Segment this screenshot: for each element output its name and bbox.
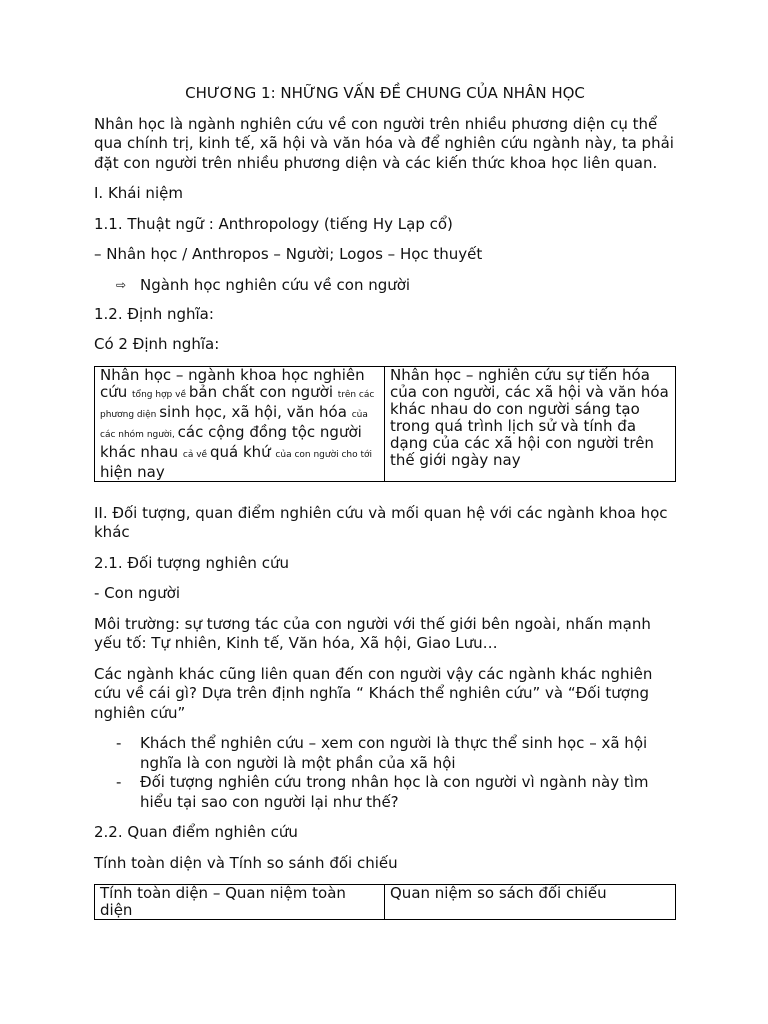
section-2-heading: II. Đối tượng, quan điểm nghiên cứu và mối quan hệ với các ngành khoa học khác [94,503,668,541]
definition-small-fragment: tổng hợp về [132,389,189,400]
table-row [95,366,676,481]
viewpoint-right-cell: Quan niệm so sách đối chiếu [385,885,676,920]
question-paragraph: Các ngành khác cũng liên quan đến con người vậy các ngành khác nghiên cứu về cái gì? Dựa trên định nghĩa “ Khách thể nghiên cứu” và “Đối tượng nghiên cứu” [94,664,653,722]
definition-small-fragment: của các nhóm người, [100,409,368,440]
table-row [95,885,676,920]
list-item [94,773,676,812]
section-2-2-heading: 2.2. Quan điểm nghiên cứu [94,823,298,841]
arrow-item-text: Ngành học nghiên cứu về con người [140,275,411,294]
list-item-text: Khách thể nghiên cứu – xem con người là thực thể sinh học – xã hội nghĩa là con người là một phần của xã hội [140,734,648,772]
subject-line: - Con người [94,584,180,602]
definition-count: Có 2 Định nghĩa: [94,335,220,353]
term-line: – Nhân học / Anthropos – Người; Logos – Học thuyết [94,245,483,263]
definition-fragment: các cộng đồng tộc người khác nhau [100,422,362,461]
arrow-item [94,276,676,294]
list-item [94,734,676,773]
viewpoint-table [94,884,676,920]
definition-right-cell: Nhân học – nghiên cứu sự tiến hóa của con người, các xã hội và văn hóa khác nhau do con người sáng tạo trong quá trình lịch sử và tính đa dạng của các xã hội con người trên thế giới ngày nay [385,366,676,481]
dash-bullet: - [116,734,122,752]
definition-table [94,366,676,482]
definition-fragment: sinh học, xã hội, văn hóa [159,402,352,421]
definition-small-fragment: cả về [182,449,210,460]
list-item-text: Đối tượng nghiên cứu trong nhân học là con người vì ngành này tìm hiểu tại sao con người lại như thế? [140,773,649,811]
definition-fragment: Nhân học – ngành khoa học nghiên cứu [100,365,365,401]
definition-fragment: quá khứ [209,442,276,461]
dash-bullet: - [116,773,122,791]
viewpoint-subheading: Tính toàn diện và Tính so sánh đối chiếu [94,853,398,872]
section-1-heading: I. Khái niệm [94,184,183,202]
section-2-1-heading: 2.1. Đối tượng nghiên cứu [94,553,289,572]
environment-paragraph: Môi trường: sự tương tác của con người với thế giới bên ngoài, nhấn mạnh yếu tố: Tự nhiên, Kinh tế, Văn hóa, Xã hội, Giao Lưu… [94,614,651,652]
document-page [94,84,676,942]
section-1-1-heading: 1.1. Thuật ngữ : Anthropology (tiếng Hy Lạp cổ) [94,214,453,233]
definition-small-fragment: của con người cho tới [275,449,373,460]
chapter-title: CHƯƠNG 1: NHỮNG VẤN ĐỀ CHUNG CỦA NHÂN HỌC [185,84,585,102]
definition-fragment: hiện nay [100,462,165,481]
definition-small-fragment: trên các phương diện [100,389,375,420]
section-1-2-heading: 1.2. Định nghĩa: [94,304,214,323]
definition-left-cell [95,366,385,481]
research-object-list [94,734,676,812]
definition-fragment: bản chất con người [188,382,338,401]
intro-paragraph: Nhân học là ngành nghiên cứu về con người trên nhiều phương diện cụ thể qua chính trị, kinh tế, xã hội và văn hóa và để nghiên cứu ngành này, ta phải đặt con người trên nhiều phương diện và các kiến thức khoa học liên quan. [94,114,674,172]
viewpoint-left-cell: Tính toàn diện – Quan niệm toàn diện [95,885,385,920]
hollow-right-arrow-icon: ⇨ [116,277,127,292]
